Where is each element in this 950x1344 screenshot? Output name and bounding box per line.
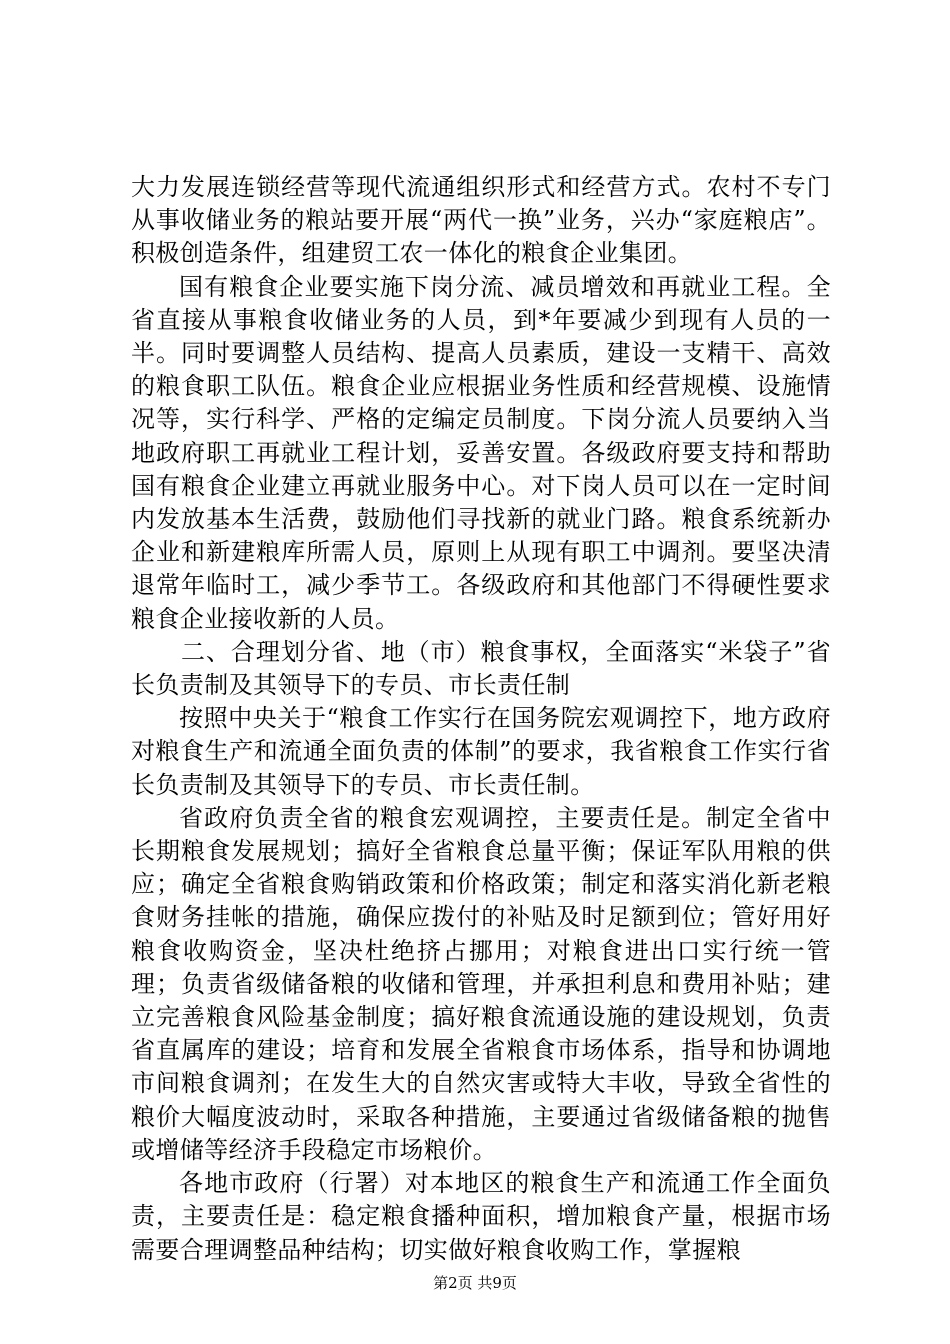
paragraph-1: 大力发展连锁经营等现代流通组织形式和经营方式。农村不专门从事收储业务的粮站要开展“两代一换”业务，兴办“家庭粮店”。积极创造条件，组建贸工农一体化的粮食企业集团。 bbox=[131, 173, 831, 268]
paragraph-4: 省政府负责全省的粮食宏观调控，主要责任是。制定全省中长期粮食发展规划；搞好全省粮食总量平衡；保证军队用粮的供应；确定全省粮食购销政策和价格政策；制定和落实消化新老粮食财务挂帐的措施，确保应拨付的补贴及时足额到位；管好用好粮食收购资金，坚决杜绝挤占挪用；对粮食进出口实行统一管理；负责省级储备粮的收储和管理，并承担利息和费用补贴；建立完善粮食风险基金制度；搞好粮食流通设施的建设规划，负责省直属库的建设；培育和发展全省粮食市场体系，指导和协调地市间粮食调剂；在发生大的自然灾害或特大丰收，导致全省性的粮价大幅度波动时，采取各种措施，主要通过省级储备粮的抛售或增储等经济手段稳定市场粮价。 bbox=[131, 803, 831, 1164]
section-heading: 二、合理划分省、地（市）粮食事权，全面落实“米袋子”省长负责制及其领导下的专员、市长责任制 bbox=[131, 637, 831, 700]
page-footer: 第2页 共9页 bbox=[433, 1274, 517, 1292]
paragraph-3: 按照中央关于“粮食工作实行在国务院宏观调控下，地方政府对粮食生产和流通全面负责的体制”的要求，我省粮食工作实行省长负责制及其领导下的专员、市长责任制。 bbox=[131, 704, 831, 799]
paragraph-5: 各地市政府（行署）对本地区的粮食生产和流通工作全面负责，主要责任是：稳定粮食播种面积，增加粮食产量，根据市场需要合理调整品种结构；切实做好粮食收购工作，掌握粮 bbox=[131, 1169, 831, 1264]
paragraph-2: 国有粮食企业要实施下岗分流、减员增效和再就业工程。全省直接从事粮食收储业务的人员，到*年要减少到现有人员的一半。同时要调整人员结构、提高人员素质，建设一支精干、高效的粮食职工队伍。粮食企业应根据业务性质和经营规模、设施情况等，实行科学、严格的定编定员制度。下岗分流人员要纳入当地政府职工再就业工程计划，妥善安置。各级政府要支持和帮助国有粮食企业建立再就业服务中心。对下岗人员可以在一定时间内发放基本生活费，鼓励他们寻找新的就业门路。粮食系统新办企业和新建粮库所需人员，原则上从现有职工中调剂。要坚决清退常年临时工，减少季节工。各级政府和其他部门不得硬性要求粮食企业接收新的人员。 bbox=[131, 272, 831, 633]
document-body bbox=[131, 171, 831, 1267]
